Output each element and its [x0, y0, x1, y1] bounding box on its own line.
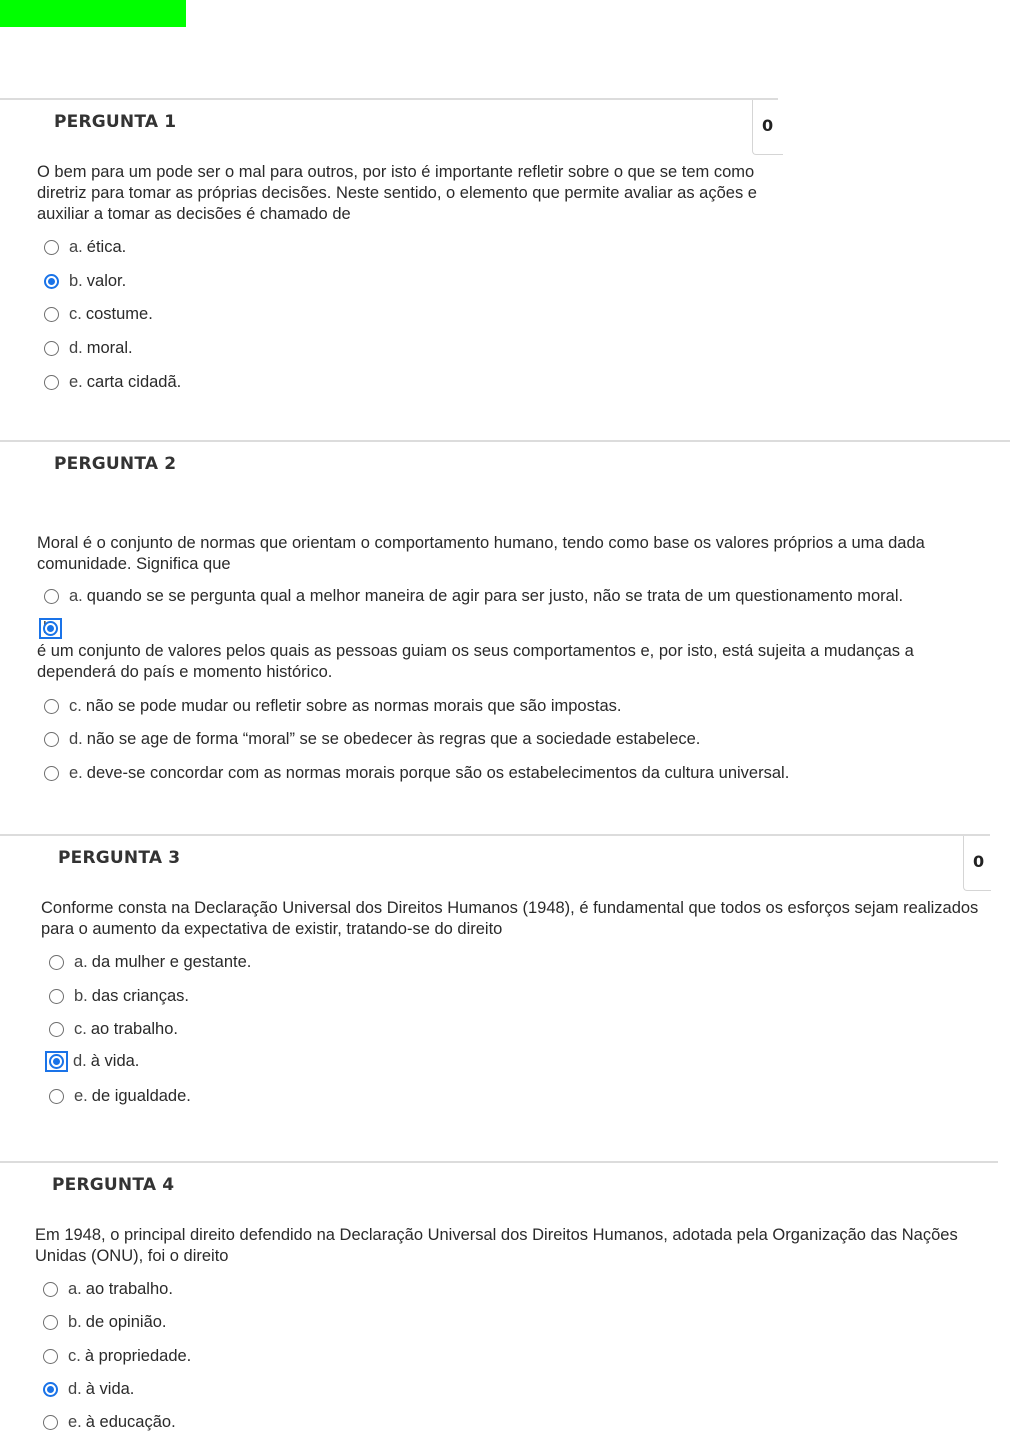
radio-button-selected[interactable] [44, 274, 59, 289]
option-text: das crianças. [91, 987, 189, 1005]
option-d[interactable] [43, 1380, 134, 1399]
radio-button-selected[interactable] [43, 1382, 58, 1397]
option-text: à vida. [90, 1052, 140, 1070]
points-box [752, 100, 783, 155]
option-text: costume. [85, 305, 153, 323]
question-title: PERGUNTA 3 [58, 848, 181, 868]
option-d[interactable] [44, 730, 700, 749]
question-divider [0, 834, 990, 836]
question-text: Moral é o conjunto de normas que orientam o comportamento humano, tendo como base os valores próprios a uma dada comunidade. Significa que [37, 534, 925, 573]
option-a[interactable] [44, 587, 903, 606]
radio-button[interactable] [49, 1089, 64, 1104]
question-title: PERGUNTA 1 [54, 112, 177, 132]
radio-focus-ring[interactable] [45, 1051, 68, 1072]
radio-button[interactable] [44, 341, 59, 356]
option-letter: e. [74, 1087, 88, 1105]
option-text: deve-se concordar com as normas morais porque são os estabelecimentos da cultura universal. [86, 764, 790, 782]
option-text: de opinião. [85, 1313, 167, 1331]
radio-button[interactable] [44, 375, 59, 390]
points-box [963, 836, 991, 891]
option-letter: b. [69, 272, 83, 290]
question-text: O bem para um pode ser o mal para outros, por isto é importante refletir sobre o que se tem como diretriz para tomar as próprias decisões. Neste sentido, o elemento que permite avaliar as ações e auxiliar a tomar as decisões é chamado de [37, 163, 757, 223]
option-e[interactable] [44, 373, 181, 392]
option-text: à vida. [85, 1380, 135, 1398]
radio-button[interactable] [44, 307, 59, 322]
radio-button[interactable] [44, 699, 59, 714]
option-letter: b. [74, 987, 88, 1005]
radio-button[interactable] [43, 1415, 58, 1430]
radio-button-selected[interactable] [43, 621, 58, 636]
option-letter: d. [68, 1380, 82, 1398]
option-text: à educação. [85, 1413, 176, 1431]
question-2 [0, 440, 1010, 800]
option-c[interactable] [44, 305, 153, 324]
option-letter: a. [74, 953, 88, 971]
option-letter: e. [69, 764, 83, 782]
radio-button[interactable] [44, 240, 59, 255]
option-text: não se pode mudar ou refletir sobre as normas morais que são impostas. [85, 697, 622, 715]
option-letter: d. [69, 730, 83, 748]
option-letter: e. [68, 1413, 82, 1431]
radio-button-selected[interactable] [49, 1054, 64, 1069]
radio-button[interactable] [43, 1282, 58, 1297]
option-text: quando se se pergunta qual a melhor maneira de agir para ser justo, não se trata de um questionamento moral. [86, 587, 904, 605]
points-label: 0 [973, 852, 985, 871]
radio-button[interactable] [44, 589, 59, 604]
option-c[interactable] [49, 1020, 178, 1039]
option-text: à propriedade. [84, 1347, 192, 1365]
option-letter: c. [69, 305, 82, 323]
option-letter: d. [69, 339, 83, 357]
option-letter: b. [68, 1313, 82, 1331]
option-e[interactable] [43, 1413, 176, 1432]
option-b[interactable] [49, 987, 189, 1006]
option-letter: c. [74, 1020, 87, 1038]
radio-button[interactable] [44, 766, 59, 781]
highlight-bar [0, 0, 186, 27]
option-a[interactable] [43, 1280, 173, 1299]
radio-button[interactable] [49, 1022, 64, 1037]
option-e[interactable] [49, 1087, 191, 1106]
question-title: PERGUNTA 4 [52, 1175, 175, 1195]
question-title: PERGUNTA 2 [54, 454, 177, 474]
question-divider [0, 440, 1010, 442]
option-text: carta cidadã. [86, 373, 182, 391]
radio-focus-ring[interactable] [39, 618, 62, 639]
option-letter: c. [69, 697, 82, 715]
option-text: é um conjunto de valores pelos quais as pessoas guiam os seus comportamentos e, por isto, está sujeita a mudanças a dependerá do país e momento histórico. [37, 642, 914, 681]
question-text: Em 1948, o principal direito defendido na Declaração Universal dos Direitos Humanos, adotada pela Organização das Nações Unidas (ONU), foi o direito [35, 1226, 958, 1265]
question-text: Conforme consta na Declaração Universal dos Direitos Humanos (1948), é fundamental que todos os esforços sejam realizados para o aumento da expectativa de existir, tratando-se do direito [41, 899, 979, 938]
option-letter: d. [73, 1052, 87, 1070]
option-letter: c. [68, 1347, 81, 1365]
option-text: ao trabalho. [90, 1020, 178, 1038]
option-text: da mulher e gestante. [91, 953, 252, 971]
option-letter: a. [69, 587, 83, 605]
option-text: ética. [86, 238, 127, 256]
option-letter: e. [69, 373, 83, 391]
radio-button[interactable] [49, 955, 64, 970]
radio-button[interactable] [49, 989, 64, 1004]
option-b[interactable] [37, 618, 997, 683]
question-3 [0, 834, 1010, 1134]
option-d[interactable] [44, 339, 133, 358]
radio-button[interactable] [43, 1349, 58, 1364]
question-4 [0, 1161, 1010, 1451]
option-a[interactable] [49, 953, 251, 972]
question-divider [0, 1161, 998, 1163]
option-letter: a. [68, 1280, 82, 1298]
question-1 [0, 98, 780, 418]
option-c[interactable] [44, 697, 621, 716]
option-text: de igualdade. [91, 1087, 191, 1105]
option-text: valor. [86, 272, 127, 290]
option-text: ao trabalho. [85, 1280, 173, 1298]
points-label: 0 [762, 116, 774, 135]
option-letter: a. [69, 238, 83, 256]
option-text: não se age de forma “moral” se se obedecer às regras que a sociedade estabelece. [86, 730, 701, 748]
option-e[interactable] [44, 764, 789, 783]
radio-button[interactable] [43, 1315, 58, 1330]
option-d[interactable] [45, 1051, 139, 1072]
option-b[interactable] [43, 1313, 167, 1332]
option-text: moral. [86, 339, 133, 357]
option-c[interactable] [43, 1347, 191, 1366]
option-b[interactable] [44, 272, 126, 291]
radio-button[interactable] [44, 732, 59, 747]
question-divider [0, 98, 778, 100]
option-a[interactable] [44, 238, 126, 257]
